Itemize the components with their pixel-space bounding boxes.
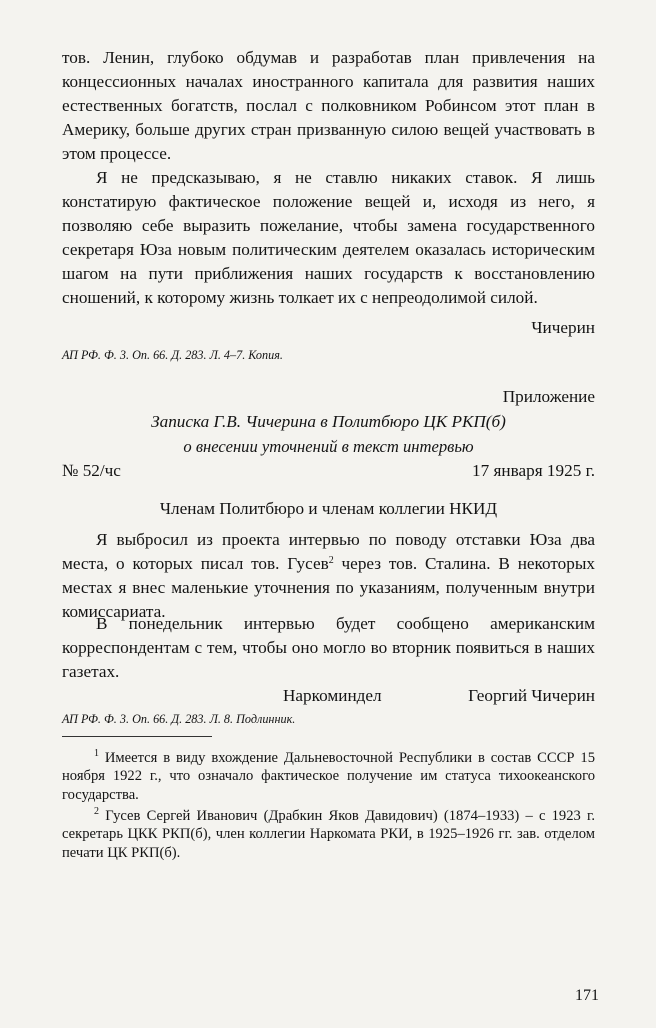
appendix-label: Приложение [502,387,595,406]
footnote-1-mark: 1 [94,748,99,759]
paragraph-monday-interview: В понедельник интервью будет сообщено американским корреспондентам с тем, чтобы оно могло во вторник появиться в наших газетах. [62,614,595,681]
footnote-ref-2: 2 [328,554,334,566]
footnote-divider [62,736,212,737]
archive-source-1: АП РФ. Ф. 3. Оп. 66. Д. 283. Л. 4–7. Копия. [62,348,283,362]
paragraph-removed-passages [62,528,595,624]
paragraph-hughes-replacement: Я не предсказываю, я не ставлю никаких ставок. Я лишь констатирую фактическое положение вещей и, исходя из него, я позволяю себе выразить пожелание, чтобы замена государственного секретаря Юза новым политическим деятелем оказалась историческим шагом на пути приближения наших государств к восстановлению сношений, к которому жизнь толкает их с непреодолимой силой. [62,168,595,307]
document-date: 17 января 1925 г. [472,461,595,480]
archive-source-2: АП РФ. Ф. 3. Оп. 66. Д. 283. Л. 8. Подлинник. [62,712,296,726]
document-subtitle: о внесении уточнений в текст интервью [183,437,474,456]
signature-block-narkomindel [62,684,595,708]
signature-narkomindel: Наркоминдел [283,686,382,705]
signature-georgy-chicherin: Георгий Чичерин [468,686,595,705]
footnote-2-text: Гусев Сергей Иванович (Драбкин Яков Давидович) (1874–1933) – с 1923 г. секретарь ЦКК РКП(б), член коллегии Наркомата РКИ, в 1925–1926 гг. зав. отделом печати ЦК РКП(б). [62,808,595,861]
footnote-2-mark: 2 [94,806,99,817]
document-title: Записка Г.В. Чичерина в Политбюро ЦК РКП(б) [151,412,506,431]
signature-chicherin: Чичерин [531,318,595,337]
footnote-1 [62,749,595,804]
document-number: № 52/чс [62,461,121,480]
page-number: 171 [575,987,599,1004]
footnote-1-text: Имеется в виду вхождение Дальневосточной Республики в состав СССР 15 ноября 1922 г., что означало фактическое получение им статуса тихоокеанского государства. [62,750,595,803]
addressee-line: Членам Политбюро и членам коллегии НКИД [159,499,498,518]
footnote-2 [62,807,595,862]
paragraph-removed-text: Я выбросил из проекта интервью по поводу отставки Юза два места, о которых писал тов. Гусев [62,530,595,573]
document-number-date-row [62,459,595,483]
paragraph-lenin-plan: тов. Ленин, глубоко обдумав и разработав план привлечения на концессионных началах иностранного капитала для развития наших естественных богатств, послал с полковником Робинсом этот план в Америку, больше других стран призванную силою вещей участвовать в этом процессе. [62,48,595,163]
paragraph-removed-text-continued: через тов. Сталина. В некоторых местах я внес маленькие уточнения по указаниям, полученным внутри комиссариата. [62,553,595,621]
